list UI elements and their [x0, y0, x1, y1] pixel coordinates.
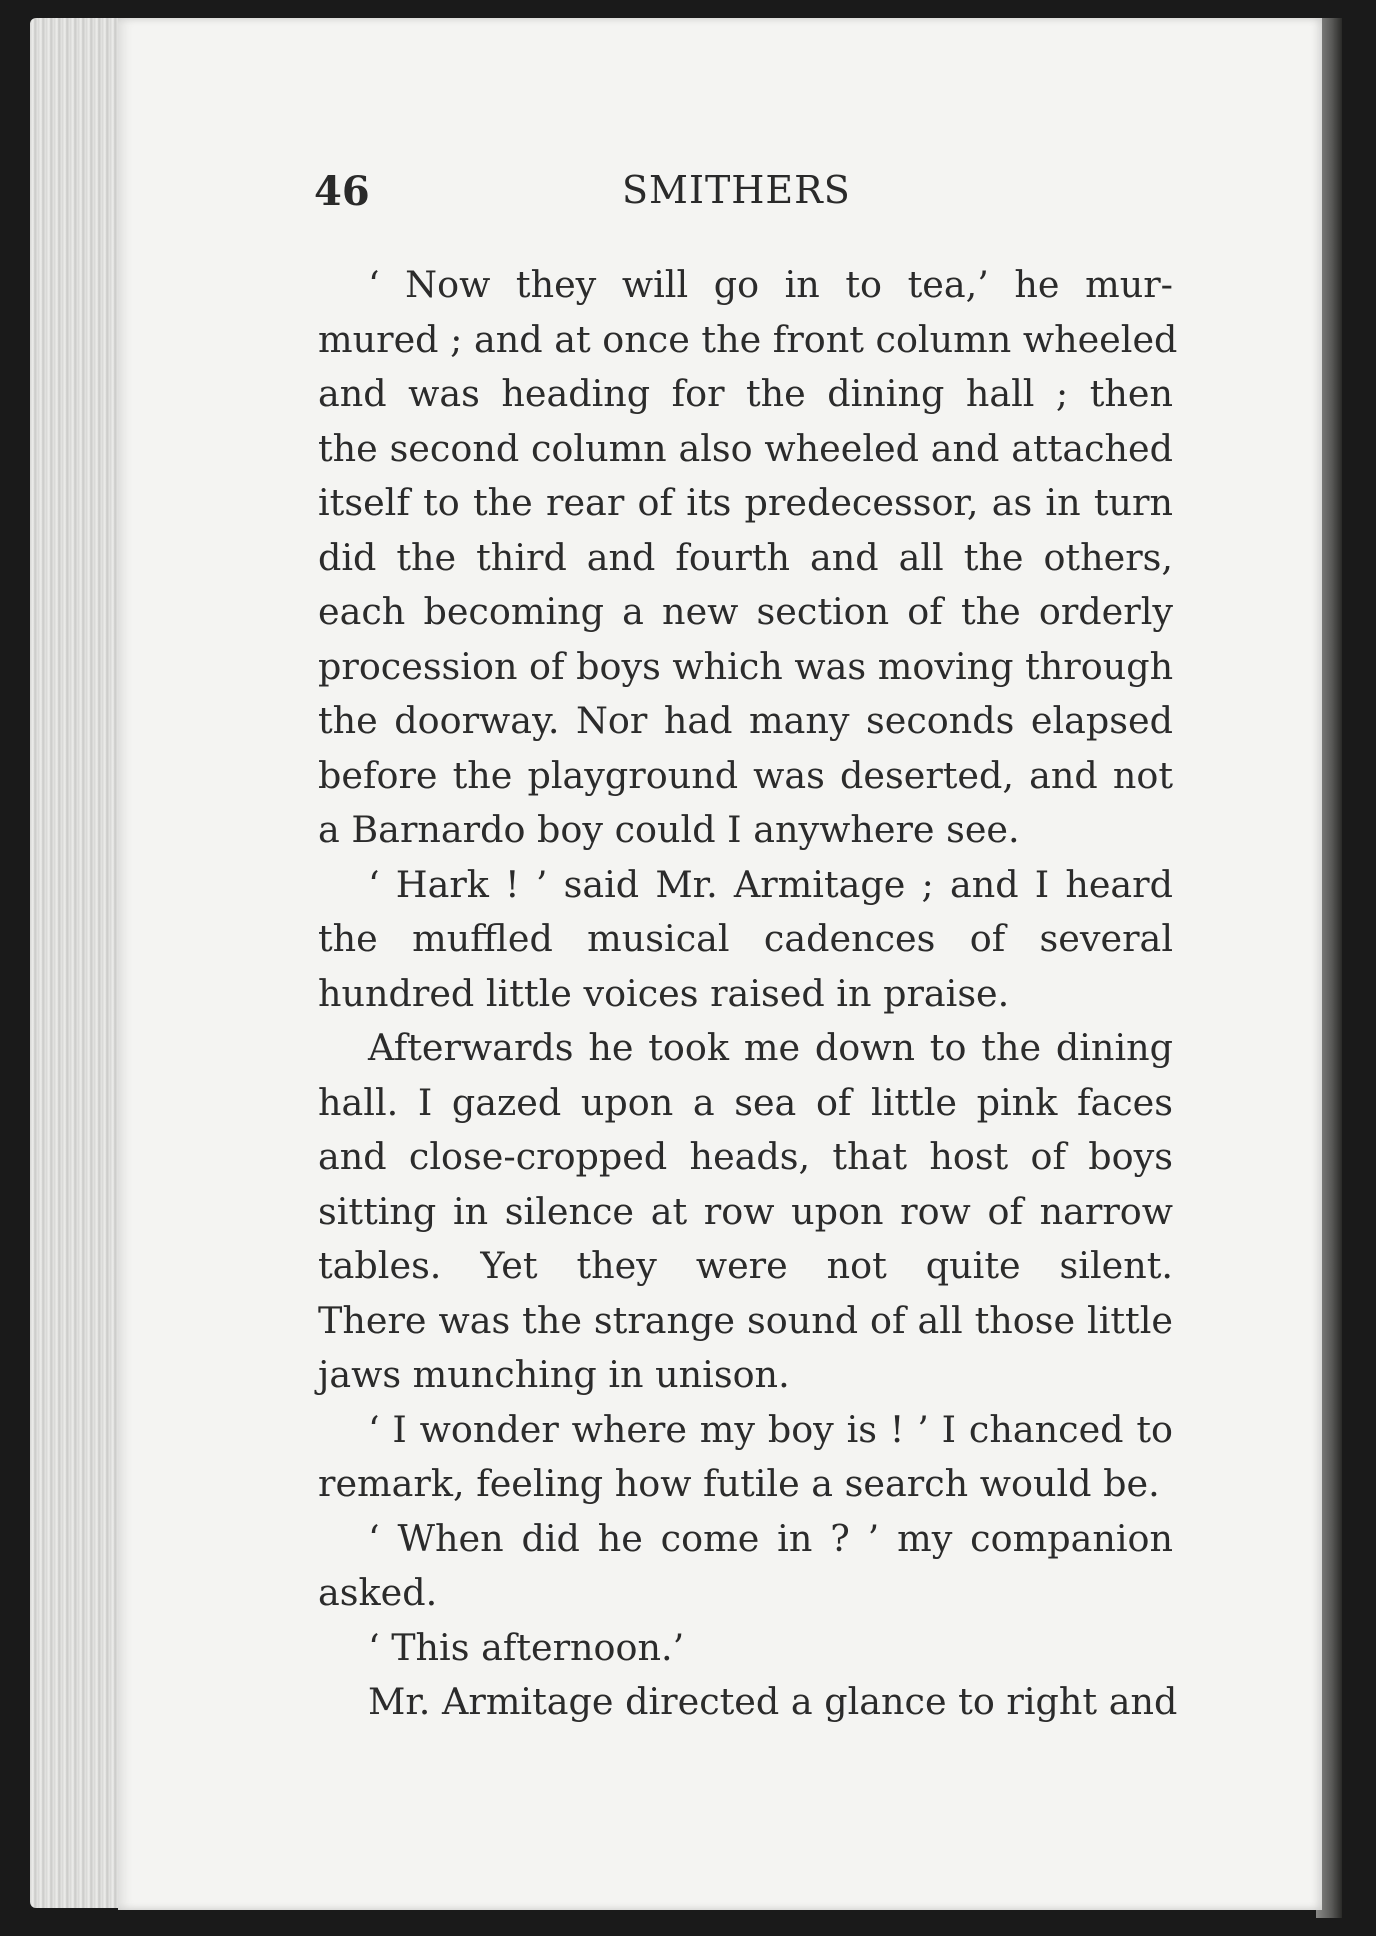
text-line: and close-cropped heads, that host of boys [318, 1135, 1173, 1178]
text-line: each becoming a new section of the orderly [318, 590, 1173, 633]
text-line: asked. [318, 1571, 438, 1614]
text-line: procession of boys which was moving through [318, 644, 1174, 688]
text-line: the doorway. Nor had many seconds elapsed [318, 699, 1173, 742]
text-line: tables. Yet they were not quite silent. [318, 1244, 1173, 1287]
book-page [118, 18, 1322, 1910]
text-line: a Barnardo boy could I anywhere see. [318, 808, 1020, 851]
text-line: ‘ When did he come in ? ’ my companion [368, 1516, 1173, 1560]
text-line: and was heading for the dining hall ; then [318, 372, 1173, 415]
text-line: ‘ Hark ! ’ said Mr. Armitage ; and I heard [368, 862, 1173, 906]
text-line: ‘ I wonder where my boy is ! ’ I chanced to [368, 1407, 1173, 1451]
text-line: ‘ This afternoon.’ [368, 1625, 685, 1669]
text-line: before the playground was deserted, and not [318, 753, 1173, 797]
text-line: remark, feeling how futile a search would be. [318, 1462, 1160, 1505]
text-line: jaws munching in unison. [318, 1353, 790, 1396]
page-header [118, 168, 1322, 218]
text-line: the second column also wheeled and attached [318, 426, 1173, 470]
text-line: There was the strange sound of all those little [318, 1298, 1173, 1342]
body-text [318, 258, 1178, 1730]
text-line: the muffled musical cadences of several [318, 917, 1173, 960]
text-line: hundred little voices raised in praise. [318, 971, 1010, 1015]
running-title: SMITHERS [622, 168, 851, 212]
text-line: did the third and fourth and all the others, [318, 535, 1173, 579]
text-line: sitting in silence at row upon row of narrow [318, 1189, 1173, 1233]
text-line: itself to the rear of its predecessor, as in turn [318, 481, 1173, 524]
text-line: mured ; and at once the front column wheeled [318, 317, 1178, 361]
text-line: ‘ Now they will go in to tea,’ he mur- [368, 263, 1173, 306]
page-number: 46 [314, 168, 370, 215]
text-line: hall. I gazed upon a sea of little pink faces [318, 1080, 1173, 1124]
text-line: Mr. Armitage directed a glance to right and [368, 1680, 1178, 1723]
text-line: Afterwards he took me down to the dining [368, 1026, 1173, 1069]
